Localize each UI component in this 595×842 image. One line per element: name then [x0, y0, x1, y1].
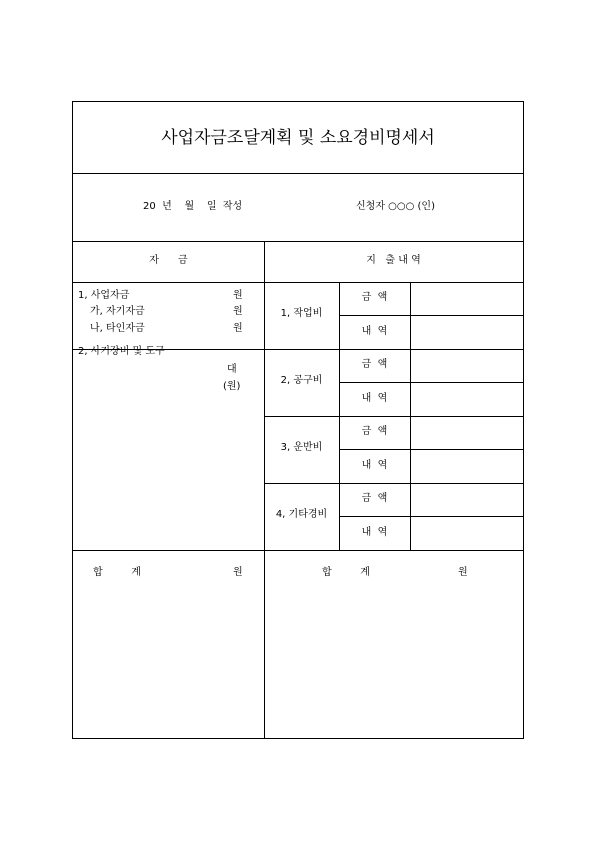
expense-amount-3: 금 액	[361, 426, 388, 437]
expense-amount-4: 금 액	[361, 493, 388, 504]
header-expenses: 지 출 내 역	[366, 255, 421, 266]
date-line: 20 년 월 일 작성	[143, 201, 243, 212]
funds-item-1a: 가, 자기자금	[90, 306, 145, 317]
expense-amount-1: 금 액	[361, 292, 388, 303]
divider-label-vertical	[339, 282, 340, 550]
expense-detail-3: 내 역	[361, 460, 388, 471]
expense-amount-2: 금 액	[361, 359, 388, 370]
divider-expense-1	[264, 349, 523, 350]
divider-expense-2	[264, 416, 523, 417]
divider-value-vertical	[410, 282, 411, 550]
expense-label-1: 1, 작업비	[280, 308, 323, 319]
total-left-unit: 원	[233, 567, 243, 578]
expense-label-2: 2, 공구비	[280, 375, 323, 386]
page-title: 사업자금조달계획 및 소요경비명세서	[161, 128, 435, 148]
divider-sub-3	[339, 449, 523, 450]
expense-detail-4: 내 역	[361, 527, 388, 538]
total-left-label: 합 계	[93, 567, 141, 578]
expense-detail-2: 내 역	[361, 393, 388, 404]
total-right-unit: 원	[458, 567, 468, 578]
funds-item-1: 1, 사업자금	[78, 290, 130, 301]
funds-item-1b: 나, 타인자금	[90, 323, 145, 334]
expense-label-4: 4, 기타경비	[275, 509, 328, 520]
expense-detail-1: 내 역	[361, 326, 388, 337]
divider-expense-3	[264, 483, 523, 484]
funding-plan-form	[72, 101, 524, 739]
funds-item-1a-unit: 원	[233, 306, 243, 317]
divider-sub-4	[339, 516, 523, 517]
total-right-label: 합 계	[322, 567, 370, 578]
funds-item-1-unit: 원	[233, 290, 243, 301]
funds-item-2-unit-won: (원)	[223, 381, 241, 392]
header-funds: 자 금	[149, 255, 188, 266]
divider-sub-1	[339, 315, 523, 316]
funds-item-1b-unit: 원	[233, 323, 243, 334]
applicant-line: 신청자 ○○○ (인)	[356, 201, 435, 212]
funds-item-2-unit-count: 대	[227, 364, 237, 375]
divider-sub-2	[339, 382, 523, 383]
divider-header	[73, 282, 523, 283]
funds-item-2: 2, 사기장비 및 도구	[78, 346, 165, 357]
divider-date	[73, 241, 523, 242]
divider-title	[73, 173, 523, 174]
expense-label-3: 3, 운반비	[280, 442, 323, 453]
divider-totals	[73, 550, 523, 551]
